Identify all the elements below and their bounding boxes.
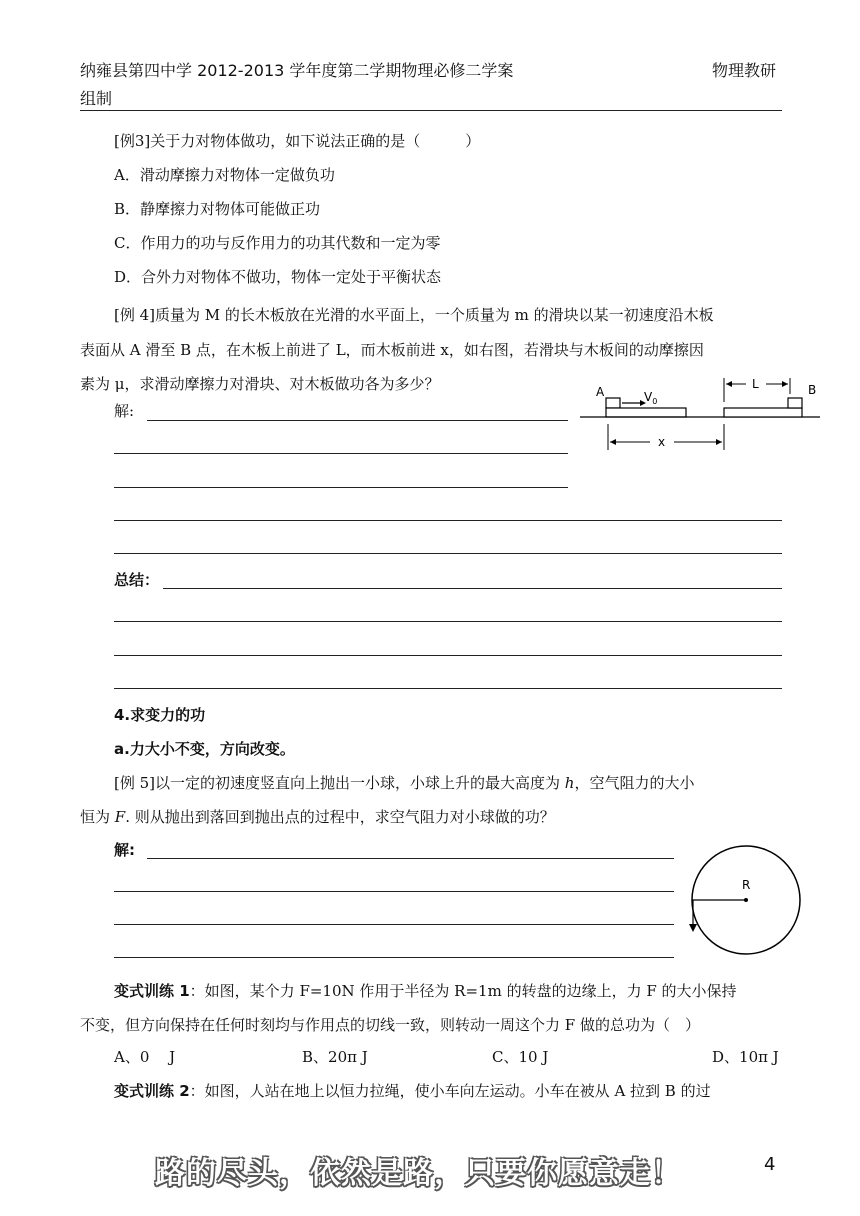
x-dim-right-head — [716, 439, 722, 445]
header-title: 纳雍县第四中学 2012-2013 学年度第二学期物理必修二学案 — [80, 61, 514, 80]
variant1-line1: 变式训练 1：如图，某个力 F=10N 作用于半径为 R=1m 的转盘的边缘上，力 F 的大小保持 — [114, 982, 737, 1000]
example5-line2: 恒为 F. 则从抛出到落回到抛出点的过程中，求空气阻力对小球做的功？ — [80, 808, 555, 826]
example4-solution-label: 解: — [114, 402, 135, 420]
example3-option-b: B．静摩擦力对物体可能做正功 — [114, 200, 321, 218]
summary-line — [163, 588, 782, 589]
footer-motto: 路的尽头，依然是路，只要你愿意走！ — [155, 1156, 682, 1191]
answer-line — [114, 487, 568, 488]
label-v0: $V_0$ — [644, 390, 658, 406]
answer-line — [114, 924, 674, 925]
example5-solution-label: 解: — [114, 841, 135, 859]
slider-block-end — [788, 398, 802, 408]
section4-heading: 4.求变力的功 — [114, 706, 206, 724]
header-title-continued: 组制 — [80, 89, 113, 108]
label-l: L — [752, 377, 759, 391]
answer-line — [114, 453, 568, 454]
example4-line2: 表面从 A 滑至 B 点，在木板上前进了 L，而木板前进 x，如右图，若滑块与木板间的动摩擦因 — [80, 341, 704, 359]
example4-line3: 素为 μ，求滑动摩擦力对滑块、对木板做功各为多少？ — [80, 375, 440, 393]
label-a: A — [596, 385, 605, 399]
board-end — [724, 408, 802, 417]
example3-question: [例3]关于力对物体做功，如下说法正确的是（ ） — [114, 132, 481, 150]
force-arrow-head — [689, 924, 697, 932]
answer-line — [114, 891, 674, 892]
header-rule — [80, 110, 782, 111]
answer-line — [147, 420, 568, 421]
variant1-option-b: B、20π J — [302, 1048, 368, 1066]
answer-line — [114, 553, 782, 554]
label-r: R — [742, 878, 751, 892]
block-board-diagram — [580, 372, 820, 460]
example4-line1: [例 4]质量为 M 的长木板放在光滑的水平面上，一个质量为 m 的滑块以某一初速度沿木板 — [114, 306, 714, 324]
answer-line — [114, 957, 674, 958]
label-x: x — [658, 435, 666, 449]
center-dot — [744, 898, 748, 902]
l-dim-right-head — [782, 381, 788, 387]
header-department: 物理教研 — [712, 61, 777, 80]
board-start — [606, 408, 686, 417]
label-b: B — [808, 383, 817, 397]
variant1-option-d: D、10π J — [712, 1048, 779, 1066]
summary-label: 总结： — [114, 571, 160, 589]
variant2-line1: 变式训练 2：如图，人站在地上以恒力拉绳，使小车向左运动。小车在被从 A 拉到 B 的过 — [114, 1082, 711, 1100]
variant1-option-c: C、10 J — [492, 1048, 549, 1066]
turntable-diagram — [684, 838, 808, 962]
summary-line — [114, 655, 782, 656]
summary-line — [114, 621, 782, 622]
section4-subheading: a.力大小不变，方向改变。 — [114, 740, 295, 758]
slider-block-start — [606, 398, 620, 408]
answer-line — [114, 520, 782, 521]
page-number: 4 — [764, 1154, 776, 1175]
variant1-line2: 不变，但方向保持在任何时刻均与作用点的切线一致，则转动一周这个力 F 做的总功为（ ） — [80, 1016, 700, 1034]
example5-line1: [例 5]以一定的初速度竖直向上抛出一小球，小球上升的最大高度为 h，空气阻力的大小 — [114, 774, 695, 792]
example3-option-a: A．滑动摩擦力对物体一定做负功 — [114, 166, 335, 184]
answer-line — [147, 858, 674, 859]
example3-option-c: C．作用力的功与反作用力的功其代数和一定为零 — [114, 234, 441, 252]
variant1-option-a: A、0 J — [114, 1048, 176, 1066]
summary-line — [114, 688, 782, 689]
example3-option-d: D．合外力对物体不做功，物体一定处于平衡状态 — [114, 268, 442, 286]
x-dim-left-head — [610, 439, 616, 445]
l-dim-left-head — [726, 381, 732, 387]
